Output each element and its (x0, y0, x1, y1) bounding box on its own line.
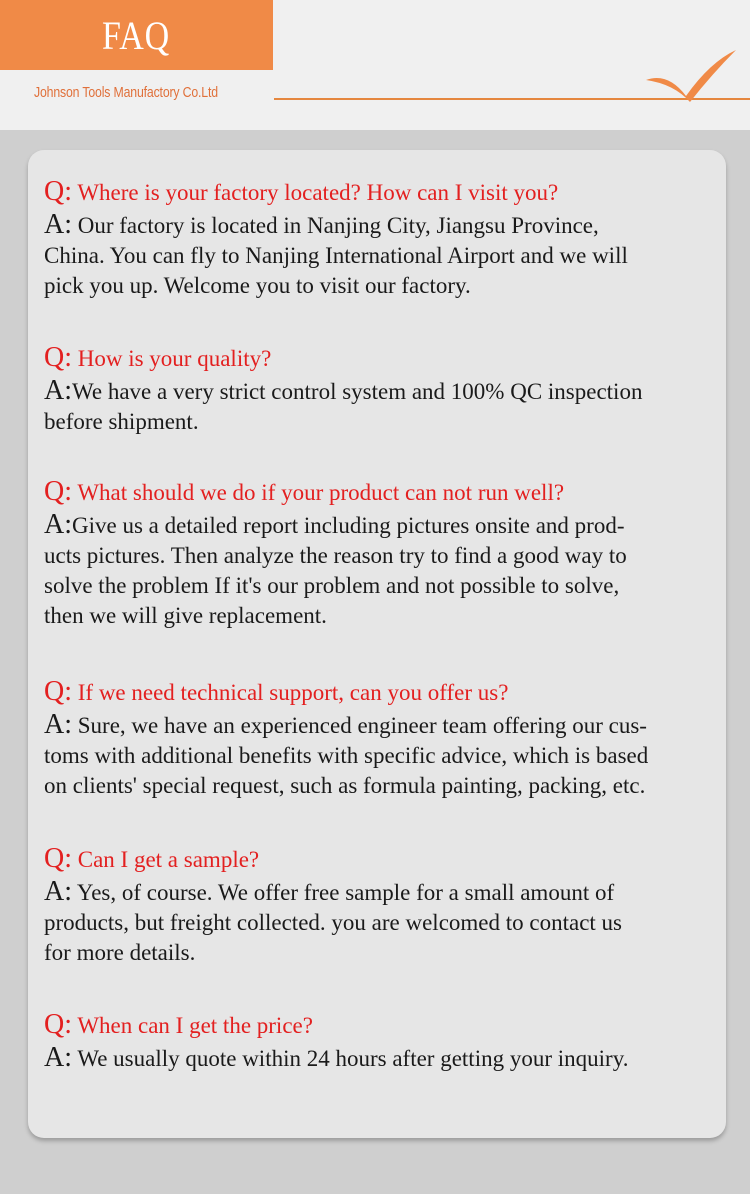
answer-line: ucts pictures. Then analyze the reason try to find a good way to (44, 543, 627, 568)
question-text: When can I get the price? (72, 1013, 313, 1038)
answer-line: China. You can fly to Nanjing International Airport and we will (44, 243, 628, 268)
question (44, 844, 716, 875)
answer-line: A: Sure, we have an experienced engineer team offering our cus- (44, 709, 647, 740)
question-text: How is your quality? (72, 346, 272, 371)
faq-item-sample (44, 844, 716, 968)
a-mark: A: (44, 709, 72, 740)
answer (44, 376, 716, 437)
answer-line: toms with additional benefits with specific advice, which is based (44, 743, 649, 768)
page-title: FAQ (102, 12, 171, 58)
company-name: Johnson Tools Manufactory Co.Ltd (34, 84, 218, 101)
question (44, 177, 716, 208)
a-mark: A: (44, 1042, 72, 1073)
answer-line: for more details. (44, 940, 196, 965)
answer (44, 877, 716, 968)
check-icon (640, 44, 740, 104)
answer-line: A:We have a very strict control system and 100% QC inspection (44, 375, 643, 406)
faq-item-product-problem (44, 477, 716, 631)
answer-line: A:Give us a detailed report including pictures onsite and prod- (44, 509, 625, 540)
question (44, 677, 716, 708)
answer-line: on clients' special request, such as formula painting, packing, etc. (44, 773, 646, 798)
question-text: If we need technical support, can you offer us? (72, 680, 509, 705)
answer-line: pick you up. Welcome you to visit our factory. (44, 273, 471, 298)
faq-item-technical-support (44, 677, 716, 801)
answer (44, 510, 716, 631)
q-mark: Q: (44, 476, 72, 507)
answer-line: products, but freight collected. you are welcomed to contact us (44, 910, 622, 935)
faq-item-quality (44, 343, 716, 437)
faq-item-factory-location (44, 177, 716, 301)
question-text: Can I get a sample? (72, 847, 260, 872)
answer (44, 710, 716, 801)
a-mark: A: (44, 209, 72, 240)
question (44, 343, 716, 374)
q-mark: Q: (44, 1009, 72, 1040)
answer-line: A: Yes, of course. We offer free sample for a small amount of (44, 876, 615, 907)
faq-title-tab (0, 0, 273, 70)
q-mark: Q: (44, 843, 72, 874)
question (44, 477, 716, 508)
answer-line: solve the problem If it's our problem and not possible to solve, (44, 573, 620, 598)
a-mark: A: (44, 509, 72, 540)
question (44, 1010, 716, 1041)
faq-item-price (44, 1010, 716, 1074)
answer-line: A: We usually quote within 24 hours after getting your inquiry. (44, 1042, 629, 1073)
question-text: What should we do if your product can not run well? (72, 480, 565, 505)
q-mark: Q: (44, 676, 72, 707)
answer-line: A: Our factory is located in Nanjing City, Jiangsu Province, (44, 209, 599, 240)
q-mark: Q: (44, 342, 72, 373)
answer-line: then we will give replacement. (44, 603, 327, 628)
header (0, 0, 750, 130)
answer (44, 1043, 716, 1074)
q-mark: Q: (44, 176, 72, 207)
a-mark: A: (44, 375, 72, 406)
answer-line: before shipment. (44, 409, 199, 434)
a-mark: A: (44, 876, 72, 907)
question-text: Where is your factory located? How can I visit you? (72, 180, 559, 205)
answer (44, 210, 716, 301)
